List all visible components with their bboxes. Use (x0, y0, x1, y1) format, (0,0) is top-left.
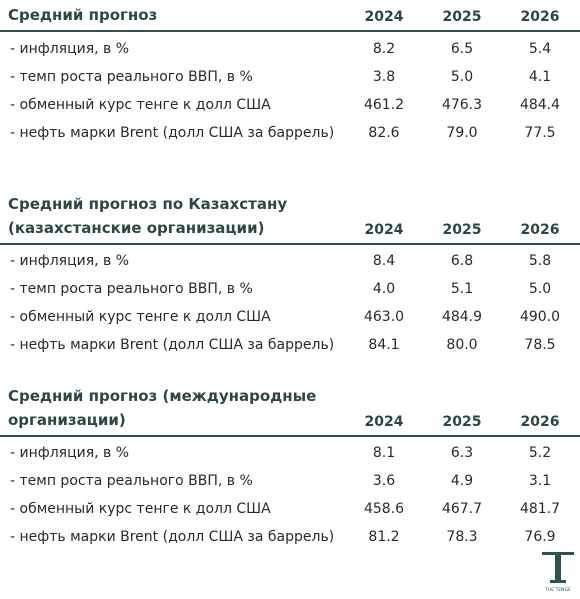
section-title: Средний прогноз по Казахстану (8, 195, 288, 213)
value-2025: 6.5 (450, 41, 474, 57)
year-header: 2025 (442, 414, 482, 430)
value-2025: 6.3 (450, 445, 474, 461)
table-row (0, 497, 580, 521)
table-row (0, 249, 580, 273)
the-tenge-logo (541, 550, 575, 594)
value-2026: 484.4 (519, 97, 561, 113)
table-row (0, 121, 580, 145)
header-underline (0, 435, 580, 437)
value-2025: 467.7 (441, 501, 483, 517)
value-2024: 82.6 (368, 125, 400, 141)
row-label: - обменный курс тенге к долл США (10, 501, 271, 517)
year-header: 2026 (520, 9, 560, 25)
value-2026: 4.1 (528, 69, 552, 85)
logo-text: THE TENGE (545, 588, 571, 593)
row-label: - темп роста реального ВВП, в % (10, 69, 253, 85)
value-2024: 461.2 (363, 97, 405, 113)
value-2025: 6.8 (450, 253, 474, 269)
row-label: - нефть марки Brent (долл США за баррель) (10, 337, 335, 353)
table-row (0, 469, 580, 493)
year-header: 2026 (520, 414, 560, 430)
row-label: - обменный курс тенге к долл США (10, 97, 271, 113)
value-2024: 4.0 (372, 281, 396, 297)
row-label: - темп роста реального ВВП, в % (10, 281, 253, 297)
header-underline (0, 243, 580, 245)
value-2026: 78.5 (524, 337, 556, 353)
value-2026: 5.4 (528, 41, 552, 57)
value-2026: 3.1 (528, 473, 552, 489)
row-label: - инфляция, в % (10, 445, 130, 461)
value-2026: 77.5 (524, 125, 556, 141)
value-2024: 458.6 (363, 501, 405, 517)
value-2025: 79.0 (446, 125, 478, 141)
header-underline (0, 30, 580, 32)
year-header: 2025 (442, 222, 482, 238)
value-2024: 8.4 (372, 253, 396, 269)
value-2026: 5.0 (528, 281, 552, 297)
table-row (0, 305, 580, 329)
value-2025: 78.3 (446, 529, 478, 545)
value-2024: 3.8 (372, 69, 396, 85)
year-header: 2024 (364, 9, 404, 25)
value-2024: 81.2 (368, 529, 400, 545)
value-2026: 76.9 (524, 529, 556, 545)
value-2025: 5.0 (450, 69, 474, 85)
value-2026: 481.7 (519, 501, 561, 517)
value-2025: 80.0 (446, 337, 478, 353)
value-2024: 463.0 (363, 309, 405, 325)
value-2026: 5.2 (528, 445, 552, 461)
row-label: - обменный курс тенге к долл США (10, 309, 271, 325)
table-row (0, 277, 580, 301)
table-row (0, 93, 580, 117)
section-title: Средний прогноз (международные (8, 387, 317, 405)
table-row (0, 525, 580, 549)
value-2025: 4.9 (450, 473, 474, 489)
value-2024: 8.1 (372, 445, 396, 461)
row-label: - темп роста реального ВВП, в % (10, 473, 253, 489)
value-2024: 3.6 (372, 473, 396, 489)
value-2024: 8.2 (372, 41, 396, 57)
section-title-line2: (казахстанские организации) (8, 219, 265, 237)
year-header: 2024 (364, 414, 404, 430)
table-row (0, 65, 580, 89)
section-title-line2: организации) (8, 411, 126, 429)
value-2025: 5.1 (450, 281, 474, 297)
year-header: 2026 (520, 222, 560, 238)
row-label: - нефть марки Brent (долл США за баррель) (10, 125, 335, 141)
t-monogram-icon (541, 550, 575, 594)
value-2024: 84.1 (368, 337, 400, 353)
year-header: 2025 (442, 9, 482, 25)
table-row (0, 333, 580, 357)
table-row (0, 37, 580, 61)
value-2025: 484.9 (441, 309, 483, 325)
section-title: Средний прогноз (8, 6, 158, 24)
year-header: 2024 (364, 222, 404, 238)
row-label: - инфляция, в % (10, 41, 130, 57)
row-label: - инфляция, в % (10, 253, 130, 269)
row-label: - нефть марки Brent (долл США за баррель) (10, 529, 335, 545)
table-row (0, 441, 580, 465)
value-2025: 476.3 (441, 97, 483, 113)
value-2026: 5.8 (528, 253, 552, 269)
value-2026: 490.0 (519, 309, 561, 325)
